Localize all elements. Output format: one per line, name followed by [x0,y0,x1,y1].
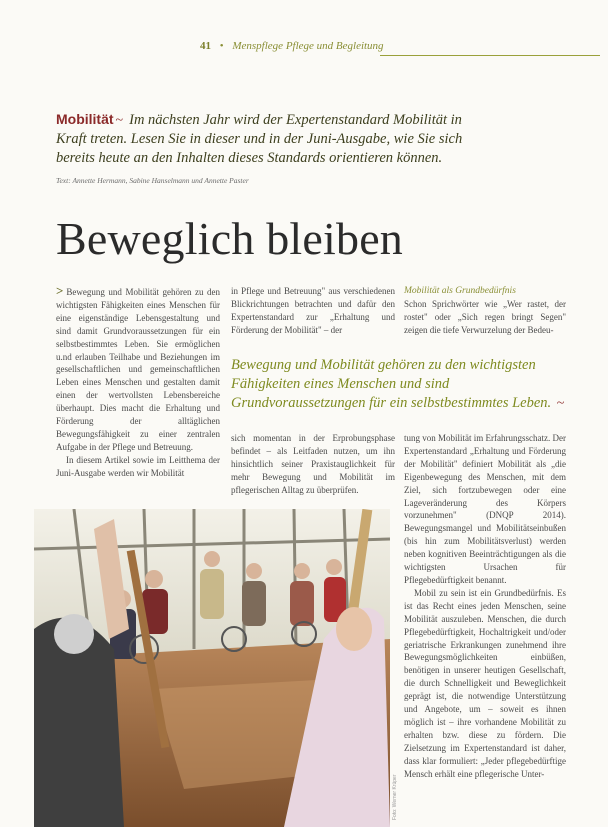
author-credits: Text: Annette Hermann, Sabine Hanselmann und Annette Paster [56,176,249,185]
subheading: Mobilität als Grundbedürfnis [404,286,516,296]
article-photo [34,509,390,827]
column-2-lower [231,432,395,497]
intro-teaser [56,110,486,168]
column-2 [231,285,395,337]
swirl-ornament-icon: ~ [115,113,124,128]
column-1-text: Bewegung und Mobilität gehören zu den wichtigsten Fähigkeiten eines Menschen für eine eigenständige Lebensgestaltung und sind damit Grundvoraussetzungen für ein selbstbestimmtes Leben. Sie ermöglichen u.nd erlauben Teilhabe und Beziehungen im gesellschaftlichen und gemeinschaftlichen Leben eines Menschen und gestalten damit einen der wertvollsten Lebensbereiche überhaupt. Dies macht die Erhaltung und Förderung der alltäglichen Bewegungsfähigkeit zu einer zentralen Aufgabe in der Pflege und Betreuung. [56,287,220,452]
column-3 [404,285,566,337]
header-rule [380,55,600,56]
column-2-text: in Pflege und Betreuung" aus verschiedenen Blickrichtungen betrachten und dafür den Expertenstandard zur „Erhaltung und Förderung der Mobilität" – der [231,286,395,335]
column-3-text: Schon Sprichwörter wie „Wer rastet, der rostet" oder „Sich regen bringt Segen" zeigen die tiefe Verwurzelung der Bedeu- [404,298,566,335]
page-number: 41 [200,40,211,52]
column-3-text-3: Mobil zu sein ist ein Grundbedürfnis. Es ist das Recht eines jeden Menschen, seine Mobilität auszuleben. Menschen, die durch Pflegebedürftigkeit, Hochaltrigkeit und/oder geriatrische Erkrankungen zunehmend ihre Bewegungsmöglichkeiten einbüßen, benötigen in unserer heutigen Gesellschaft, die durch Schnelligkeit und Beweglichkeit geprägt ist, die notwendige Unterstützung und Angebote, um – soweit es ihnen möglich ist – ihre vorhandene Mobilität zu erhalten bzw. diese zu fördern. Die Zielsetzung im Expertenstandard ist daher, dass klar formuliert: „Jeder pflegebedürftige Mensch erhält eine pflegerische Unter- [404,587,566,779]
kicker-label: Mobilität [56,111,114,127]
header-separator: • [219,40,224,52]
section-name: Menspflege Pflege und Begleitung [232,40,384,52]
column-1-text-2: In diesem Artikel sowie im Leitthema der Juni-Ausgabe werden wir Mobilität [56,454,220,478]
column-1 [56,285,220,480]
column-3-text-2: tung von Mobilität im Erfahrungsschatz. Der Expertenstandard „Erhaltung und Förderung der Mobilität" definiert Mobilität als „die Eigenbewegung des Menschen, mit dem Ziel, sich fortzubewegen oder eine Lageveränderung des Körpers vorzunehmen" (DNQP 2014). Bewegungsmangel und Mobilitätseinbußen (bis hin zum Mobilitätsverlust) werden neben kognitiven Beeinträchtigungen als die wichtigsten Ursachen für Pflegebedürftigkeit benannt. [404,433,566,585]
column-3-lower [404,432,566,780]
swirl-ornament-icon: ~ [553,396,565,411]
intro-text: Im nächsten Jahr wird der Expertenstandard Mobilität in Kraft treten. Lesen Sie in dieser und in der Juni-Ausgabe, wie Sie sich bereits heute an den Inhalten dieses Standards orientieren können. [56,112,463,166]
pull-quote [231,356,571,413]
photo-credit: Foto: Werner Krüper [392,774,398,820]
chevron-right-icon: > [56,283,64,298]
pull-quote-text: Bewegung und Mobilität gehören zu den wichtigsten Fähigkeiten eines Menschen und sind Grundvoraussetzungen für ein selbstbestimmtes Leben. [231,357,552,411]
column-2-text-2: sich momentan in der Erprobungsphase befindet – als Leitfaden nutzen, um ihn hinsichtlich seiner Praxistauglichkeit für mehr Bewegung und Mobilität im pflegerischen Alltag zu überprüfen. [231,433,395,495]
article-title: Beweglich bleiben [56,213,404,264]
